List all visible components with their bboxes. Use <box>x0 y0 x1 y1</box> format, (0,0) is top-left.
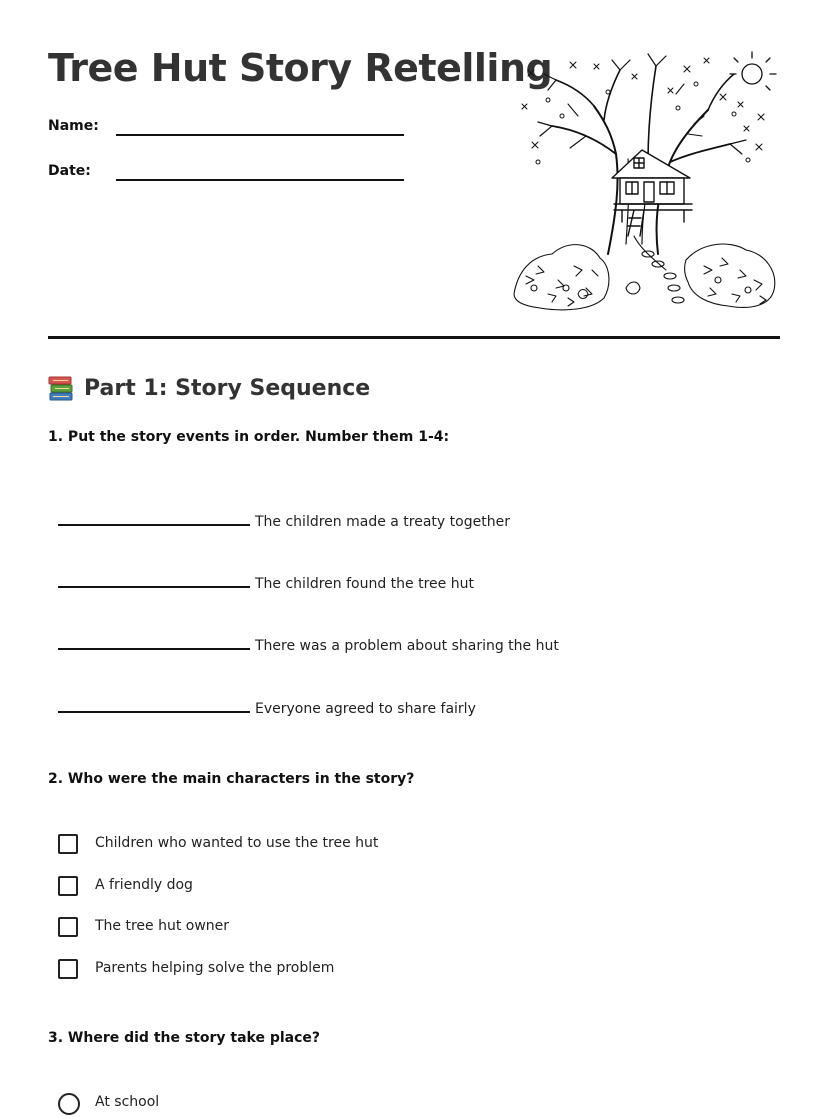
books-icon <box>48 374 74 402</box>
tree-hut-icon <box>612 150 692 236</box>
question-1: 1. Put the story events in order. Number them 1-4: <box>48 429 450 445</box>
checkbox-option[interactable] <box>58 834 658 858</box>
sequence-item <box>58 638 758 660</box>
sequence-answer-line[interactable] <box>58 586 250 588</box>
radio-button[interactable] <box>58 1093 80 1115</box>
checkbox-option-label: Parents helping solve the problem <box>95 960 335 976</box>
sequence-answer-line[interactable] <box>58 648 250 650</box>
question-3: 3. Where did the story take place? <box>48 1030 321 1046</box>
sequence-item <box>58 576 758 598</box>
sun-icon <box>730 52 776 90</box>
checkbox-option[interactable] <box>58 959 658 983</box>
checkbox-option[interactable] <box>58 917 658 941</box>
sequence-item <box>58 701 758 723</box>
date-field-row <box>48 163 408 187</box>
sequence-answer-line[interactable] <box>58 711 250 713</box>
name-label: Name: <box>48 118 99 134</box>
sequence-event-text: There was a problem about sharing the hut <box>255 638 559 654</box>
worksheet-title: Tree Hut Story Retelling <box>48 46 553 90</box>
checkbox-option-label: A friendly dog <box>95 877 193 893</box>
question-2: 2. Who were the main characters in the story? <box>48 771 415 787</box>
sequence-event-text: Everyone agreed to share fairly <box>255 701 476 717</box>
radio-option-label: At school <box>95 1094 160 1110</box>
tree-house-illustration <box>508 44 784 316</box>
sequence-answer-line[interactable] <box>58 524 250 526</box>
date-label: Date: <box>48 163 91 179</box>
checkbox[interactable] <box>58 834 78 854</box>
sequence-event-text: The children found the tree hut <box>255 576 474 592</box>
radio-option[interactable] <box>58 1093 658 1117</box>
sequence-event-text: The children made a treaty together <box>255 514 510 530</box>
part1-heading-text: Part 1: Story Sequence <box>84 375 371 401</box>
checkbox-option-label: Children who wanted to use the tree hut <box>95 835 379 851</box>
checkbox[interactable] <box>58 959 78 979</box>
checkbox[interactable] <box>58 876 78 896</box>
checkbox-option-label: The tree hut owner <box>95 918 230 934</box>
checkbox-option[interactable] <box>58 876 658 900</box>
name-field[interactable] <box>116 134 404 136</box>
section-divider <box>48 336 780 339</box>
name-field-row <box>48 118 408 142</box>
part1-heading <box>48 374 370 402</box>
sequence-item <box>58 514 758 536</box>
date-field[interactable] <box>116 179 404 181</box>
checkbox[interactable] <box>58 917 78 937</box>
